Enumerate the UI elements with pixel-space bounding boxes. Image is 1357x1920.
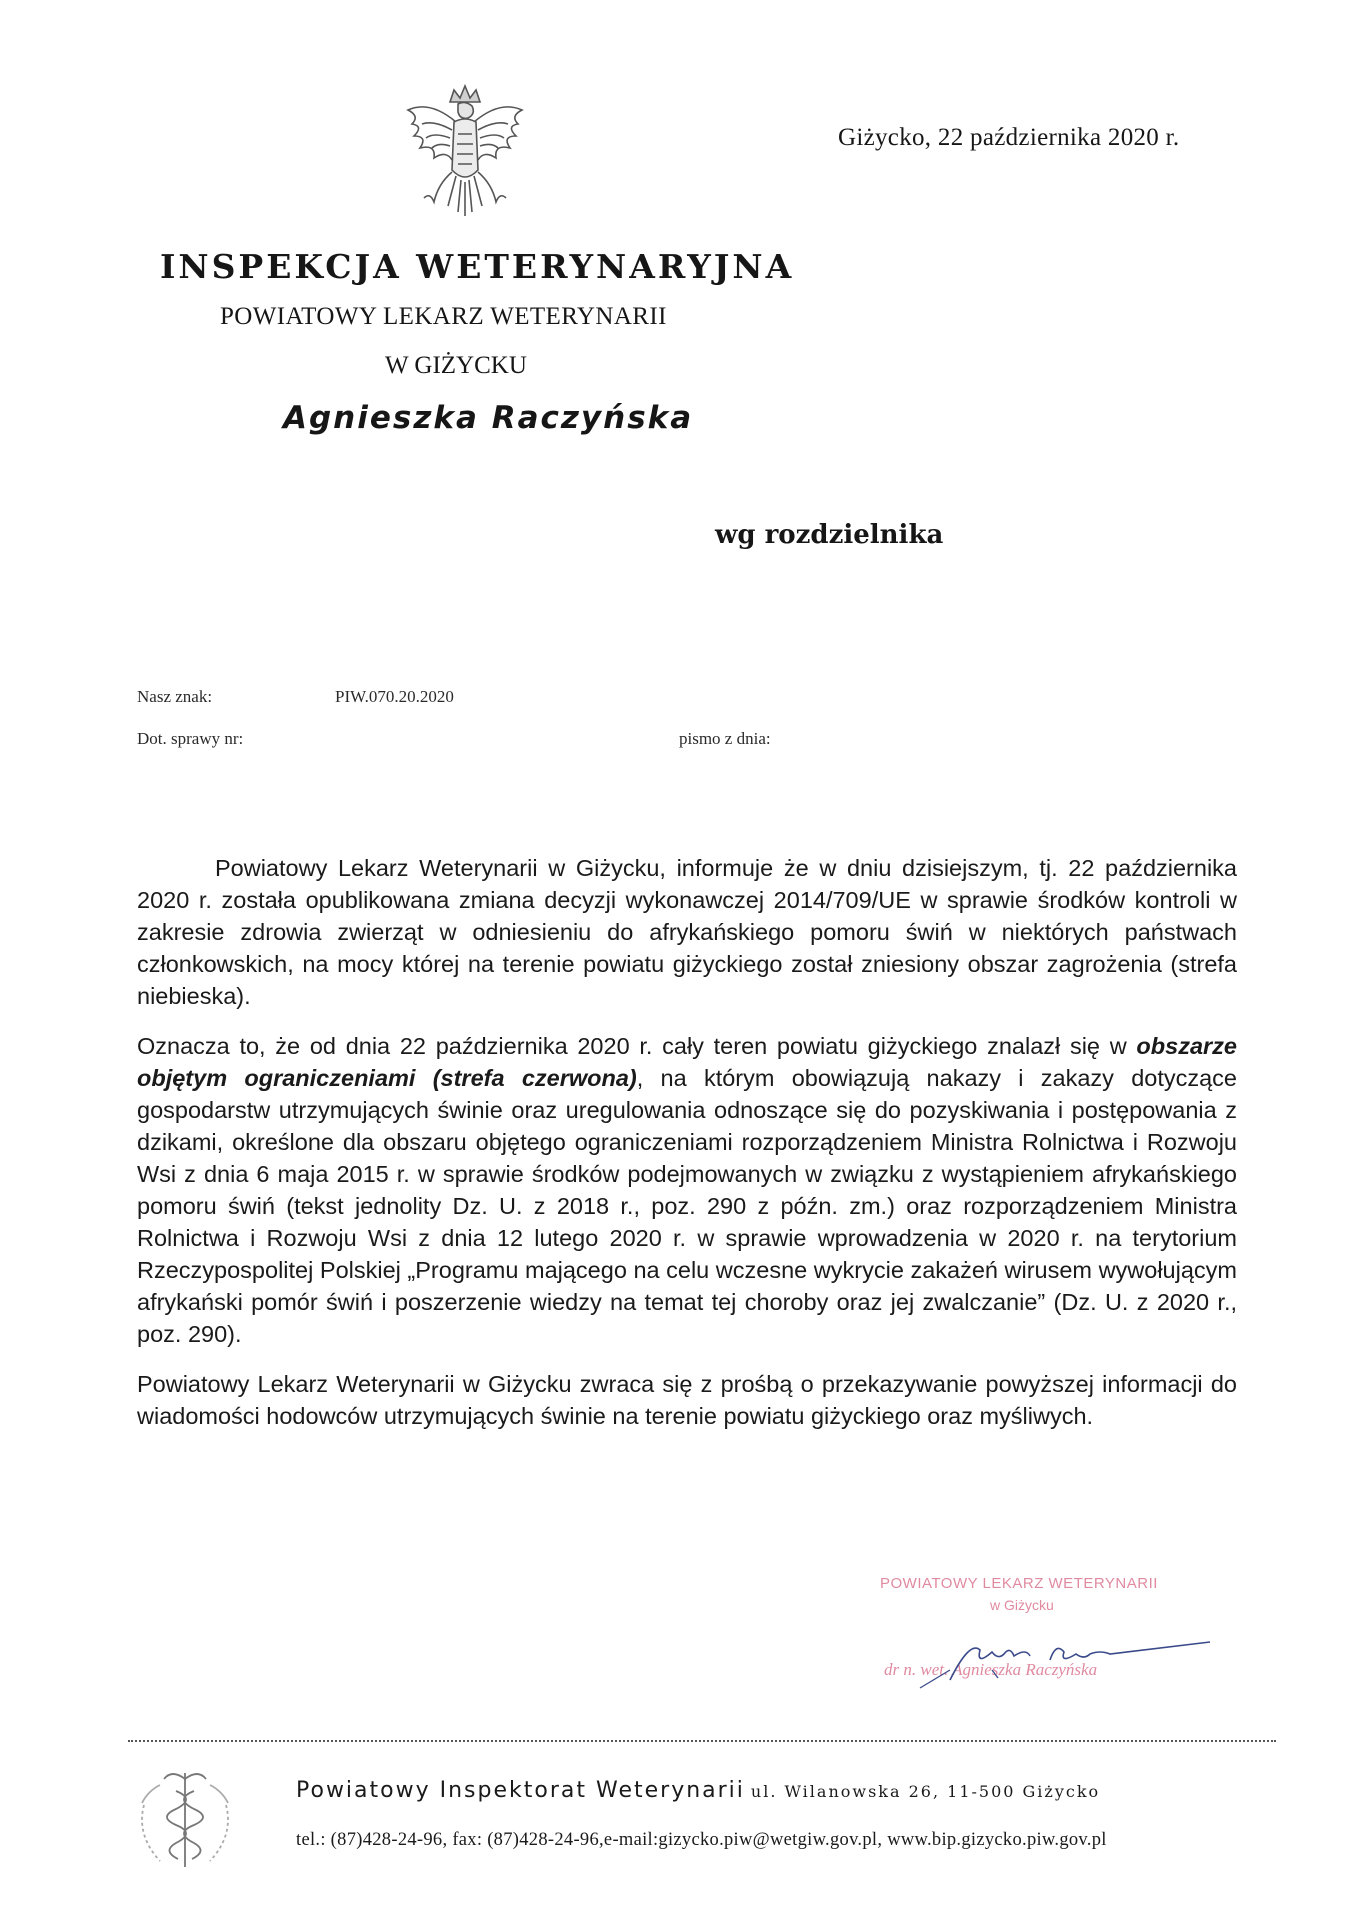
restricted-zone-emphasis: obszarze objętym ograniczeniami (strefa czerwona) [137, 1033, 1237, 1091]
office-title: POWIATOWY LEKARZ WETERYNARII [220, 303, 667, 330]
paragraph-2-end: , na którym obowiązują nakazy i zakazy dotyczące gospodarstw utrzymujących świnie oraz uregulowania odnoszące się do pozyskiwania i postępowania z dzikami, określone dla obszaru objętego ograniczeniami rozporządzeniem Ministra Rolnictwa i Rozwoju Wsi z dnia 6 maja 2015 r. w sprawie środków podejmowanych w związku z wystąpieniem afrykańskiego pomoru świń (tekst jednolity Dz. U. z 2018 r., poz. 290 z późn. zm.) oraz rozporządzeniem Ministra Rolnictwa i Rozwoju Wsi z dnia 12 lutego 2020 r. w sprawie wprowadzenia w 2020 r. na terytorium Rzeczypospolitej Polskiej „Programu mającego na celu wczesne wykrycie zakażeń wirusem wywołującym afrykański pomór świń i poszerzenie wiedzy na temat tej choroby oraz jej zwalczanie” (Dz. U. z 2020 r., poz. 290). [137, 1065, 1237, 1347]
letter-date-label: pismo z dnia: [679, 729, 771, 748]
letter-body [137, 852, 1237, 1450]
office-location: W GIŻYCKU [385, 352, 527, 379]
case-number-label: Dot. sprawy nr: [137, 729, 244, 748]
stamp-signatory: dr n. wet. Agnieszka Raczyńska [884, 1660, 1098, 1679]
footer-institution [296, 1778, 1100, 1803]
paragraph-3: Powiatowy Lekarz Weterynarii w Giżycku zwraca się z prośbą o przekazywanie powyższej informacji do wiadomości hodowców utrzymujących świnie na terenie powiatu giżyckiego oraz myśliwych. [137, 1371, 1237, 1429]
caduceus-logo-icon [130, 1765, 240, 1875]
stamp-title: POWIATOWY LEKARZ WETERYNARII [880, 1575, 1158, 1592]
our-mark-label: Nasz znak: [137, 687, 213, 706]
our-mark-value: PIW.070.20.2020 [335, 687, 454, 706]
footer-contact: tel.: (87)428-24-96, fax: (87)428-24-96,e-mail:gizycko.piw@wetgiw.gov.pl, www.bip.gizycko.piw.gov.pl [296, 1830, 1107, 1850]
handwritten-signature [880, 1630, 1220, 1690]
date-place: Giżycko, 22 października 2020 r. [838, 124, 1180, 151]
paragraph-1: Powiatowy Lekarz Weterynarii w Giżycku, informuje że w dniu dzisiejszym, tj. 22 października 2020 r. została opublikowana zmiana decyzji wykonawczej 2014/709/UE w sprawie środków kontroli w zakresie zdrowia zwierząt w odniesieniu do afrykańskiego pomoru świń w niektórych państwach członkowskich, na mocy której na terenie powiatu giżyckiego został zniesiony obszar zagrożenia (strefa niebieska). [137, 855, 1237, 1009]
stamp-location: w Giżycku [990, 1597, 1054, 1613]
polish-eagle-emblem-icon [390, 80, 540, 232]
footer-divider [128, 1740, 1276, 1742]
paragraph-2-start: Oznacza to, że od dnia 22 października 2020 r. cały teren powiatu giżyckiego znalazł się w [137, 1033, 1137, 1059]
footer-address: ul. Wilanowska 26, 11-500 Giżycko [750, 1782, 1101, 1801]
official-name: Agnieszka Raczyńska [283, 400, 694, 436]
paragraph-2 [137, 1030, 1237, 1350]
institution-name: INSPEKCJA WETERYNARYJNA [160, 247, 795, 286]
footer-institution-name: Powiatowy Inspektorat Weterynarii [296, 1778, 745, 1803]
recipient: wg rozdzielnika [715, 520, 944, 550]
